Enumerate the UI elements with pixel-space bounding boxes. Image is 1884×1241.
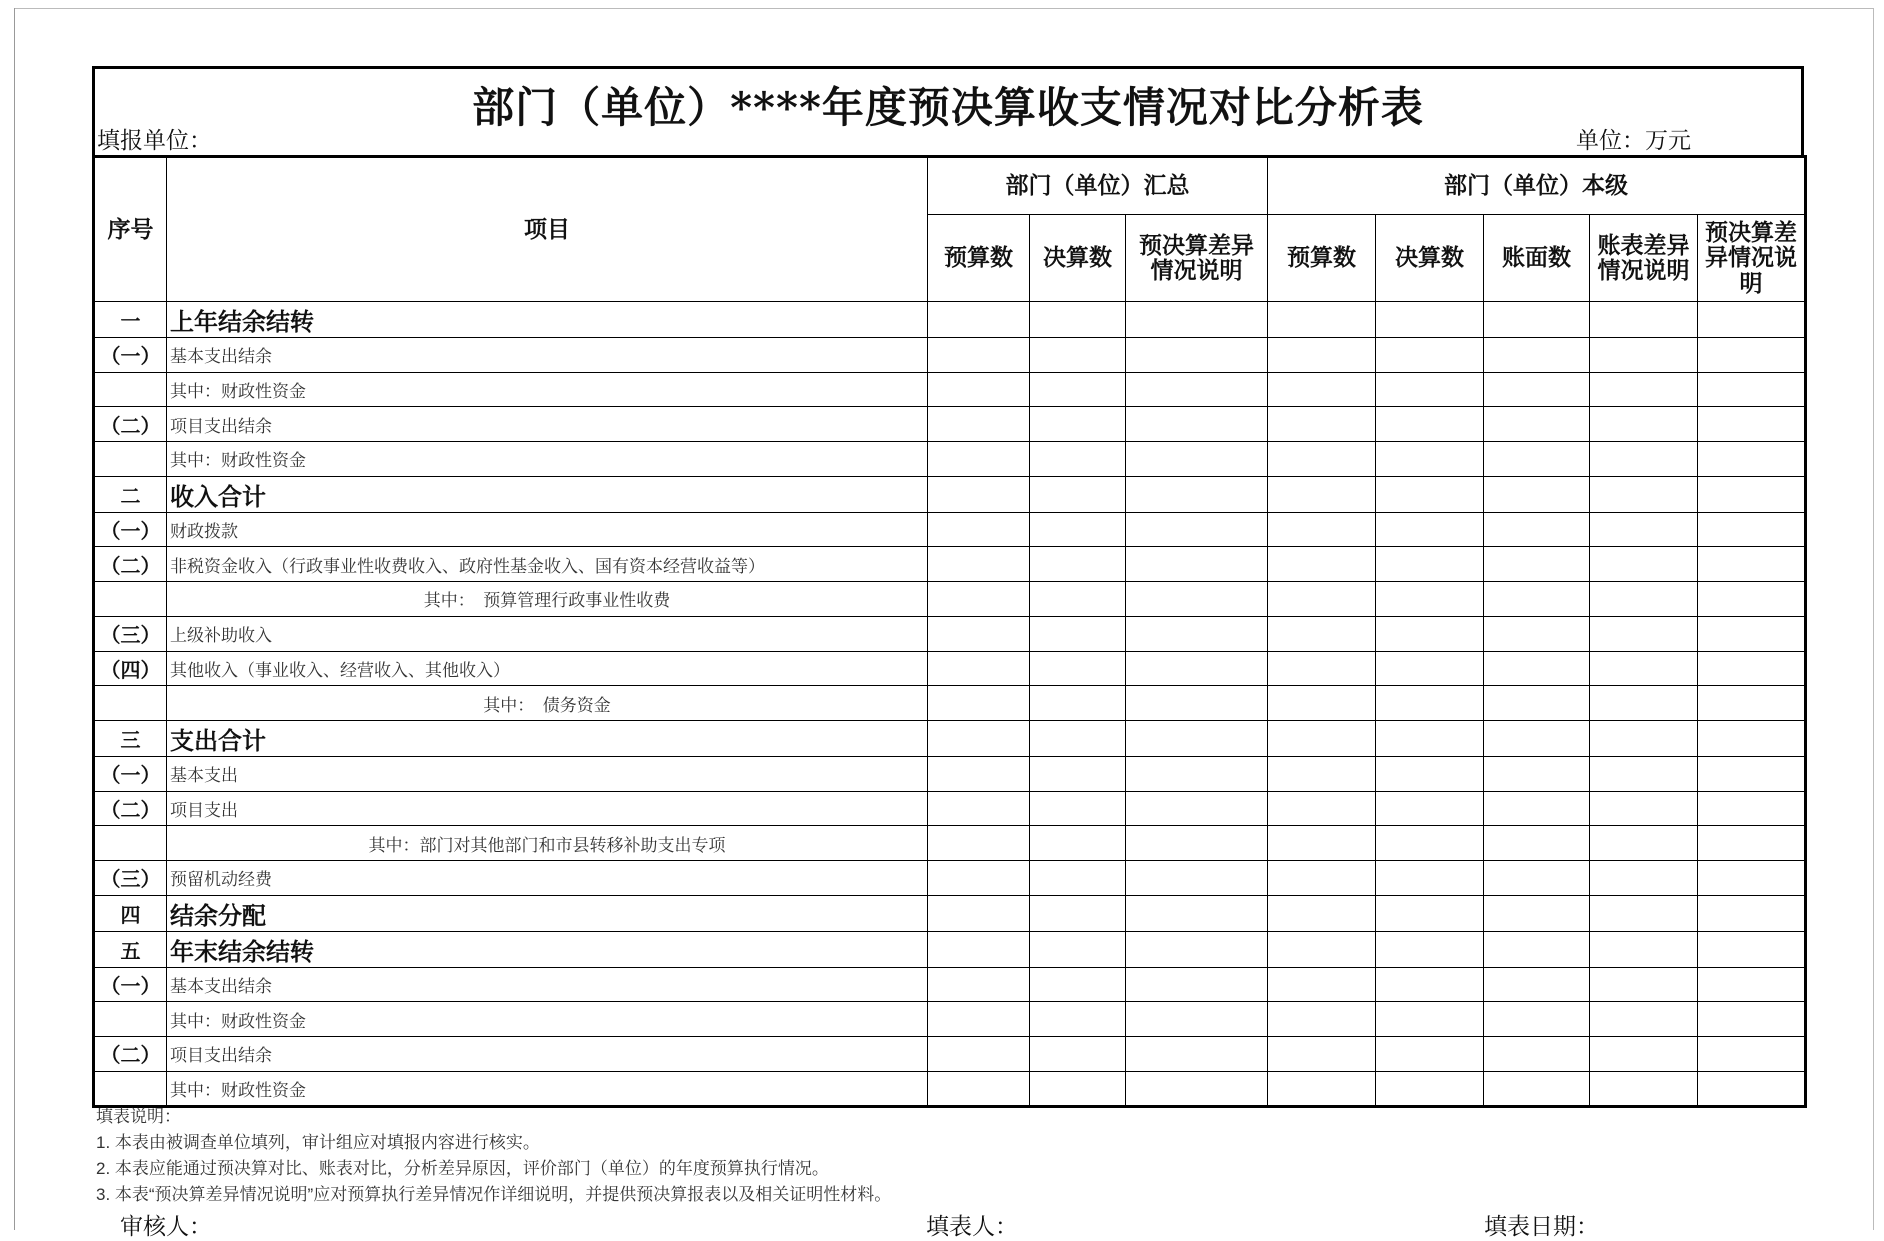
data-cell[interactable] — [1590, 1071, 1698, 1107]
page-border-right — [1873, 8, 1874, 1230]
data-cell[interactable] — [1126, 1071, 1268, 1107]
row-number — [94, 372, 167, 407]
data-cell[interactable] — [1268, 651, 1376, 686]
row-item-label: 收入合计 — [167, 476, 928, 512]
data-cell[interactable] — [1030, 512, 1126, 547]
data-cell[interactable] — [1590, 651, 1698, 686]
row-number: （四） — [94, 651, 167, 686]
row-item-label: 项目支出 — [167, 791, 928, 826]
header-summary-diff-note: 预决算差异情况说明 — [1126, 215, 1268, 302]
data-cell[interactable] — [1030, 476, 1126, 512]
data-cell[interactable] — [1268, 860, 1376, 895]
data-cell[interactable] — [1376, 967, 1484, 1002]
data-cell[interactable] — [1376, 616, 1484, 651]
data-cell[interactable] — [1484, 967, 1590, 1002]
data-cell[interactable] — [1126, 895, 1268, 931]
data-cell[interactable] — [1030, 651, 1126, 686]
data-cell[interactable] — [1126, 442, 1268, 477]
row-item-label: 其中：部门对其他部门和市县转移补助支出专项 — [167, 826, 928, 861]
data-cell[interactable] — [1126, 547, 1268, 582]
table-row — [94, 442, 1806, 477]
data-cell[interactable] — [928, 931, 1030, 967]
row-item-label: 项目支出结余 — [167, 407, 928, 442]
data-cell[interactable] — [1030, 1071, 1126, 1107]
row-number — [94, 686, 167, 721]
table-row — [94, 931, 1806, 967]
data-cell[interactable] — [1698, 302, 1806, 338]
data-cell[interactable] — [1590, 616, 1698, 651]
data-cell[interactable] — [928, 512, 1030, 547]
data-cell[interactable] — [1126, 720, 1268, 756]
data-cell[interactable] — [1698, 686, 1806, 721]
data-cell[interactable] — [1590, 372, 1698, 407]
table-row — [94, 1071, 1806, 1107]
data-cell[interactable] — [1126, 616, 1268, 651]
row-item-label: 上年结余结转 — [167, 302, 928, 338]
data-cell[interactable] — [1590, 860, 1698, 895]
filler-label: 填表人： — [926, 1213, 1018, 1239]
data-cell[interactable] — [1484, 791, 1590, 826]
data-cell[interactable] — [1698, 860, 1806, 895]
data-cell[interactable] — [1698, 582, 1806, 617]
data-cell[interactable] — [1268, 720, 1376, 756]
data-cell[interactable] — [1376, 1002, 1484, 1037]
data-cell[interactable] — [928, 651, 1030, 686]
row-item-label: 上级补助收入 — [167, 616, 928, 651]
data-cell[interactable] — [1590, 895, 1698, 931]
data-cell[interactable] — [1698, 547, 1806, 582]
data-cell[interactable] — [928, 756, 1030, 791]
header-self-book: 账面数 — [1484, 215, 1590, 302]
comparison-table — [92, 155, 1807, 1108]
row-number: 二 — [94, 476, 167, 512]
data-cell[interactable] — [928, 582, 1030, 617]
data-cell[interactable] — [928, 302, 1030, 338]
data-cell[interactable] — [1698, 1037, 1806, 1072]
data-cell[interactable] — [1698, 616, 1806, 651]
data-cell[interactable] — [1268, 967, 1376, 1002]
data-cell[interactable] — [928, 442, 1030, 477]
data-cell[interactable] — [1268, 1071, 1376, 1107]
data-cell[interactable] — [1268, 686, 1376, 721]
table-row — [94, 720, 1806, 756]
data-cell[interactable] — [928, 338, 1030, 373]
header-self-budget: 预算数 — [1268, 215, 1376, 302]
data-cell[interactable] — [1376, 756, 1484, 791]
row-number: （二） — [94, 407, 167, 442]
data-cell[interactable] — [928, 895, 1030, 931]
data-cell[interactable] — [928, 967, 1030, 1002]
table-row — [94, 476, 1806, 512]
data-cell[interactable] — [1376, 442, 1484, 477]
row-item-label: 结余分配 — [167, 895, 928, 931]
data-cell[interactable] — [1126, 967, 1268, 1002]
filling-notes — [96, 1104, 891, 1208]
table-row — [94, 547, 1806, 582]
page-border-top — [14, 8, 1874, 9]
table-row — [94, 651, 1806, 686]
data-cell[interactable] — [1484, 686, 1590, 721]
data-cell[interactable] — [1030, 547, 1126, 582]
header-self-account-diff-note: 账表差异情况说明 — [1590, 215, 1698, 302]
data-cell[interactable] — [1268, 1037, 1376, 1072]
data-cell[interactable] — [1484, 651, 1590, 686]
data-cell[interactable] — [1126, 512, 1268, 547]
data-cell[interactable] — [1268, 756, 1376, 791]
table-row — [94, 582, 1806, 617]
data-cell[interactable] — [1376, 1037, 1484, 1072]
data-cell[interactable] — [928, 860, 1030, 895]
data-cell[interactable] — [1126, 651, 1268, 686]
data-cell[interactable] — [1268, 476, 1376, 512]
page-title: 部门（单位）****年度预决算收支情况对比分析表 — [472, 83, 1424, 132]
table-row — [94, 756, 1806, 791]
notes-heading: 填表说明： — [96, 1107, 181, 1126]
reviewer-label: 审核人： — [120, 1213, 212, 1239]
data-cell[interactable] — [1126, 826, 1268, 861]
table-row — [94, 407, 1806, 442]
data-cell[interactable] — [1698, 931, 1806, 967]
data-cell[interactable] — [1376, 720, 1484, 756]
data-cell[interactable] — [1590, 582, 1698, 617]
data-cell[interactable] — [1126, 791, 1268, 826]
data-cell[interactable] — [1376, 338, 1484, 373]
data-cell[interactable] — [1590, 931, 1698, 967]
data-cell[interactable] — [1030, 372, 1126, 407]
data-cell[interactable] — [1484, 860, 1590, 895]
table-row — [94, 616, 1806, 651]
fill-date-label: 填表日期： — [1484, 1213, 1599, 1239]
row-number: （一） — [94, 967, 167, 1002]
data-cell[interactable] — [1484, 512, 1590, 547]
data-cell[interactable] — [1126, 756, 1268, 791]
data-cell[interactable] — [1484, 582, 1590, 617]
data-cell[interactable] — [1030, 756, 1126, 791]
data-cell[interactable] — [1698, 512, 1806, 547]
data-cell[interactable] — [1590, 720, 1698, 756]
data-cell[interactable] — [1698, 895, 1806, 931]
data-cell[interactable] — [1590, 512, 1698, 547]
report-sheet — [92, 66, 1804, 1108]
row-item-label: 其中：财政性资金 — [167, 1071, 928, 1107]
data-cell[interactable] — [1126, 1037, 1268, 1072]
data-cell[interactable] — [1126, 338, 1268, 373]
header-summary-budget: 预算数 — [928, 215, 1030, 302]
table-row — [94, 1002, 1806, 1037]
data-cell[interactable] — [928, 1037, 1030, 1072]
data-cell[interactable] — [1268, 407, 1376, 442]
data-cell[interactable] — [928, 407, 1030, 442]
data-cell[interactable] — [1590, 302, 1698, 338]
row-number: （一） — [94, 512, 167, 547]
data-cell[interactable] — [1698, 967, 1806, 1002]
data-cell[interactable] — [1376, 407, 1484, 442]
data-cell[interactable] — [1126, 302, 1268, 338]
data-cell[interactable] — [1030, 1002, 1126, 1037]
data-cell[interactable] — [1030, 931, 1126, 967]
table-row — [94, 860, 1806, 895]
table-row — [94, 791, 1806, 826]
data-cell[interactable] — [1484, 720, 1590, 756]
data-cell[interactable] — [1590, 826, 1698, 861]
data-cell[interactable] — [1030, 302, 1126, 338]
data-cell[interactable] — [1484, 826, 1590, 861]
table-row — [94, 1037, 1806, 1072]
data-cell[interactable] — [1268, 616, 1376, 651]
row-number — [94, 1002, 167, 1037]
data-cell[interactable] — [1126, 476, 1268, 512]
data-cell[interactable] — [1484, 547, 1590, 582]
data-cell[interactable] — [1590, 1002, 1698, 1037]
data-cell[interactable] — [928, 476, 1030, 512]
data-cell[interactable] — [1590, 967, 1698, 1002]
data-cell[interactable] — [1376, 582, 1484, 617]
data-cell[interactable] — [928, 1002, 1030, 1037]
table-row — [94, 372, 1806, 407]
data-cell[interactable] — [1376, 651, 1484, 686]
data-cell[interactable] — [928, 791, 1030, 826]
data-cell[interactable] — [1030, 686, 1126, 721]
data-cell[interactable] — [1698, 720, 1806, 756]
note-line-2: 2. 本表应能通过预决算对比、账表对比，分析差异原因，评价部门（单位）的年度预算执行情况。 — [96, 1159, 829, 1178]
data-cell[interactable] — [1268, 791, 1376, 826]
row-number: （三） — [94, 860, 167, 895]
data-cell[interactable] — [1268, 372, 1376, 407]
data-cell[interactable] — [1484, 302, 1590, 338]
data-cell[interactable] — [1376, 302, 1484, 338]
data-cell[interactable] — [1484, 895, 1590, 931]
row-number: 一 — [94, 302, 167, 338]
row-number — [94, 442, 167, 477]
data-cell[interactable] — [1376, 826, 1484, 861]
table-row — [94, 512, 1806, 547]
data-cell[interactable] — [1376, 791, 1484, 826]
fill-unit-label: 填报单位： — [97, 127, 212, 153]
data-cell[interactable] — [1376, 860, 1484, 895]
data-cell[interactable] — [1590, 547, 1698, 582]
data-cell[interactable] — [1590, 686, 1698, 721]
data-cell[interactable] — [1484, 442, 1590, 477]
row-number — [94, 582, 167, 617]
data-cell[interactable] — [1698, 372, 1806, 407]
data-cell[interactable] — [1268, 826, 1376, 861]
data-cell[interactable] — [1484, 372, 1590, 407]
data-cell[interactable] — [1484, 407, 1590, 442]
row-number: 四 — [94, 895, 167, 931]
data-cell[interactable] — [1376, 895, 1484, 931]
header-self-diff-note: 预决算差异情况说明 — [1698, 215, 1806, 302]
data-cell[interactable] — [1268, 302, 1376, 338]
data-cell[interactable] — [1484, 1071, 1590, 1107]
table-row — [94, 826, 1806, 861]
data-cell[interactable] — [1030, 791, 1126, 826]
data-cell[interactable] — [1268, 582, 1376, 617]
data-cell[interactable] — [1376, 372, 1484, 407]
row-number — [94, 826, 167, 861]
table-row — [94, 895, 1806, 931]
data-cell[interactable] — [1126, 1002, 1268, 1037]
data-cell[interactable] — [1030, 860, 1126, 895]
data-cell[interactable] — [1126, 372, 1268, 407]
row-item-label: 其他收入（事业收入、经营收入、其他收入） — [167, 651, 928, 686]
data-cell[interactable] — [928, 372, 1030, 407]
data-cell[interactable] — [1590, 791, 1698, 826]
row-item-label: 其中：财政性资金 — [167, 442, 928, 477]
note-line-3: 3. 本表“预决算差异情况说明”应对预算执行差异情况作详细说明，并提供预决算报表以及相关证明性材料。 — [96, 1185, 892, 1204]
data-cell[interactable] — [1698, 1071, 1806, 1107]
row-number: （一） — [94, 756, 167, 791]
data-cell[interactable] — [1376, 931, 1484, 967]
data-cell[interactable] — [1698, 651, 1806, 686]
row-number: 五 — [94, 931, 167, 967]
row-item-label: 预留机动经费 — [167, 860, 928, 895]
header-no: 序号 — [94, 157, 167, 302]
data-cell[interactable] — [1030, 582, 1126, 617]
data-cell[interactable] — [1376, 1071, 1484, 1107]
row-number: （一） — [94, 338, 167, 373]
row-number: （二） — [94, 1037, 167, 1072]
data-cell[interactable] — [928, 616, 1030, 651]
data-cell[interactable] — [1590, 756, 1698, 791]
table-row — [94, 686, 1806, 721]
row-item-label: 财政拨款 — [167, 512, 928, 547]
row-item-label: 支出合计 — [167, 720, 928, 756]
header-group-self: 部门（单位）本级 — [1268, 157, 1806, 215]
table-row — [94, 302, 1806, 338]
data-cell[interactable] — [1484, 616, 1590, 651]
data-cell[interactable] — [1268, 442, 1376, 477]
data-cell[interactable] — [1030, 616, 1126, 651]
data-cell[interactable] — [928, 720, 1030, 756]
data-cell[interactable] — [1126, 686, 1268, 721]
row-number: （二） — [94, 547, 167, 582]
data-cell[interactable] — [1698, 756, 1806, 791]
data-cell[interactable] — [1030, 895, 1126, 931]
unit-label: 单位：万元 — [1576, 127, 1691, 153]
row-item-label: 基本支出结余 — [167, 338, 928, 373]
table-row — [94, 338, 1806, 373]
row-item-label: 项目支出结余 — [167, 1037, 928, 1072]
data-cell[interactable] — [1030, 826, 1126, 861]
data-cell[interactable] — [1484, 338, 1590, 373]
data-cell[interactable] — [1698, 407, 1806, 442]
data-cell[interactable] — [928, 1071, 1030, 1107]
data-cell[interactable] — [928, 686, 1030, 721]
header-group-summary: 部门（单位）汇总 — [928, 157, 1268, 215]
data-cell[interactable] — [1590, 442, 1698, 477]
data-cell[interactable] — [1590, 1037, 1698, 1072]
data-cell[interactable] — [1484, 1037, 1590, 1072]
data-cell[interactable] — [1698, 338, 1806, 373]
data-cell[interactable] — [1698, 1002, 1806, 1037]
title-block — [92, 66, 1804, 155]
data-cell[interactable] — [1376, 512, 1484, 547]
row-number — [94, 1071, 167, 1107]
data-cell[interactable] — [1590, 338, 1698, 373]
data-cell[interactable] — [1268, 931, 1376, 967]
data-cell[interactable] — [1484, 756, 1590, 791]
table-row — [94, 967, 1806, 1002]
data-cell[interactable] — [1698, 476, 1806, 512]
data-cell[interactable] — [1484, 476, 1590, 512]
data-cell[interactable] — [1268, 338, 1376, 373]
page-border-left — [14, 8, 15, 1230]
row-item-label: 其中：财政性资金 — [167, 1002, 928, 1037]
data-cell[interactable] — [1590, 407, 1698, 442]
row-item-label: 基本支出 — [167, 756, 928, 791]
data-cell[interactable] — [1030, 407, 1126, 442]
header-summary-final: 决算数 — [1030, 215, 1126, 302]
data-cell[interactable] — [1590, 476, 1698, 512]
data-cell[interactable] — [1030, 720, 1126, 756]
data-cell[interactable] — [1698, 791, 1806, 826]
row-number: （二） — [94, 791, 167, 826]
data-cell[interactable] — [1268, 895, 1376, 931]
data-cell[interactable] — [1030, 338, 1126, 373]
data-cell[interactable] — [1126, 582, 1268, 617]
row-item-label: 其中：财政性资金 — [167, 372, 928, 407]
header-row-1 — [94, 157, 1806, 215]
data-cell[interactable] — [1698, 826, 1806, 861]
data-cell[interactable] — [1030, 442, 1126, 477]
data-cell[interactable] — [1484, 1002, 1590, 1037]
data-cell[interactable] — [1268, 1002, 1376, 1037]
data-cell[interactable] — [1126, 931, 1268, 967]
row-number: 三 — [94, 720, 167, 756]
data-cell[interactable] — [1030, 1037, 1126, 1072]
row-item-label: 基本支出结余 — [167, 967, 928, 1002]
data-cell[interactable] — [1376, 686, 1484, 721]
row-item-label: 非税资金收入（行政事业性收费收入、政府性基金收入、国有资本经营收益等） — [167, 547, 928, 582]
row-item-label: 年末结余结转 — [167, 931, 928, 967]
data-cell[interactable] — [1268, 547, 1376, 582]
data-cell[interactable] — [1268, 512, 1376, 547]
data-cell[interactable] — [1698, 442, 1806, 477]
note-line-1: 1. 本表由被调查单位填列，审计组应对填报内容进行核实。 — [96, 1133, 540, 1152]
data-cell[interactable] — [928, 826, 1030, 861]
data-cell[interactable] — [928, 547, 1030, 582]
data-cell[interactable] — [1484, 931, 1590, 967]
row-item-label: 其中： 债务资金 — [167, 686, 928, 721]
data-cell[interactable] — [1126, 407, 1268, 442]
data-cell[interactable] — [1376, 547, 1484, 582]
data-cell[interactable] — [1126, 860, 1268, 895]
header-self-final: 决算数 — [1376, 215, 1484, 302]
data-cell[interactable] — [1030, 967, 1126, 1002]
header-item: 项目 — [167, 157, 928, 302]
data-cell[interactable] — [1376, 476, 1484, 512]
row-item-label: 其中： 预算管理行政事业性收费 — [167, 582, 928, 617]
row-number: （三） — [94, 616, 167, 651]
